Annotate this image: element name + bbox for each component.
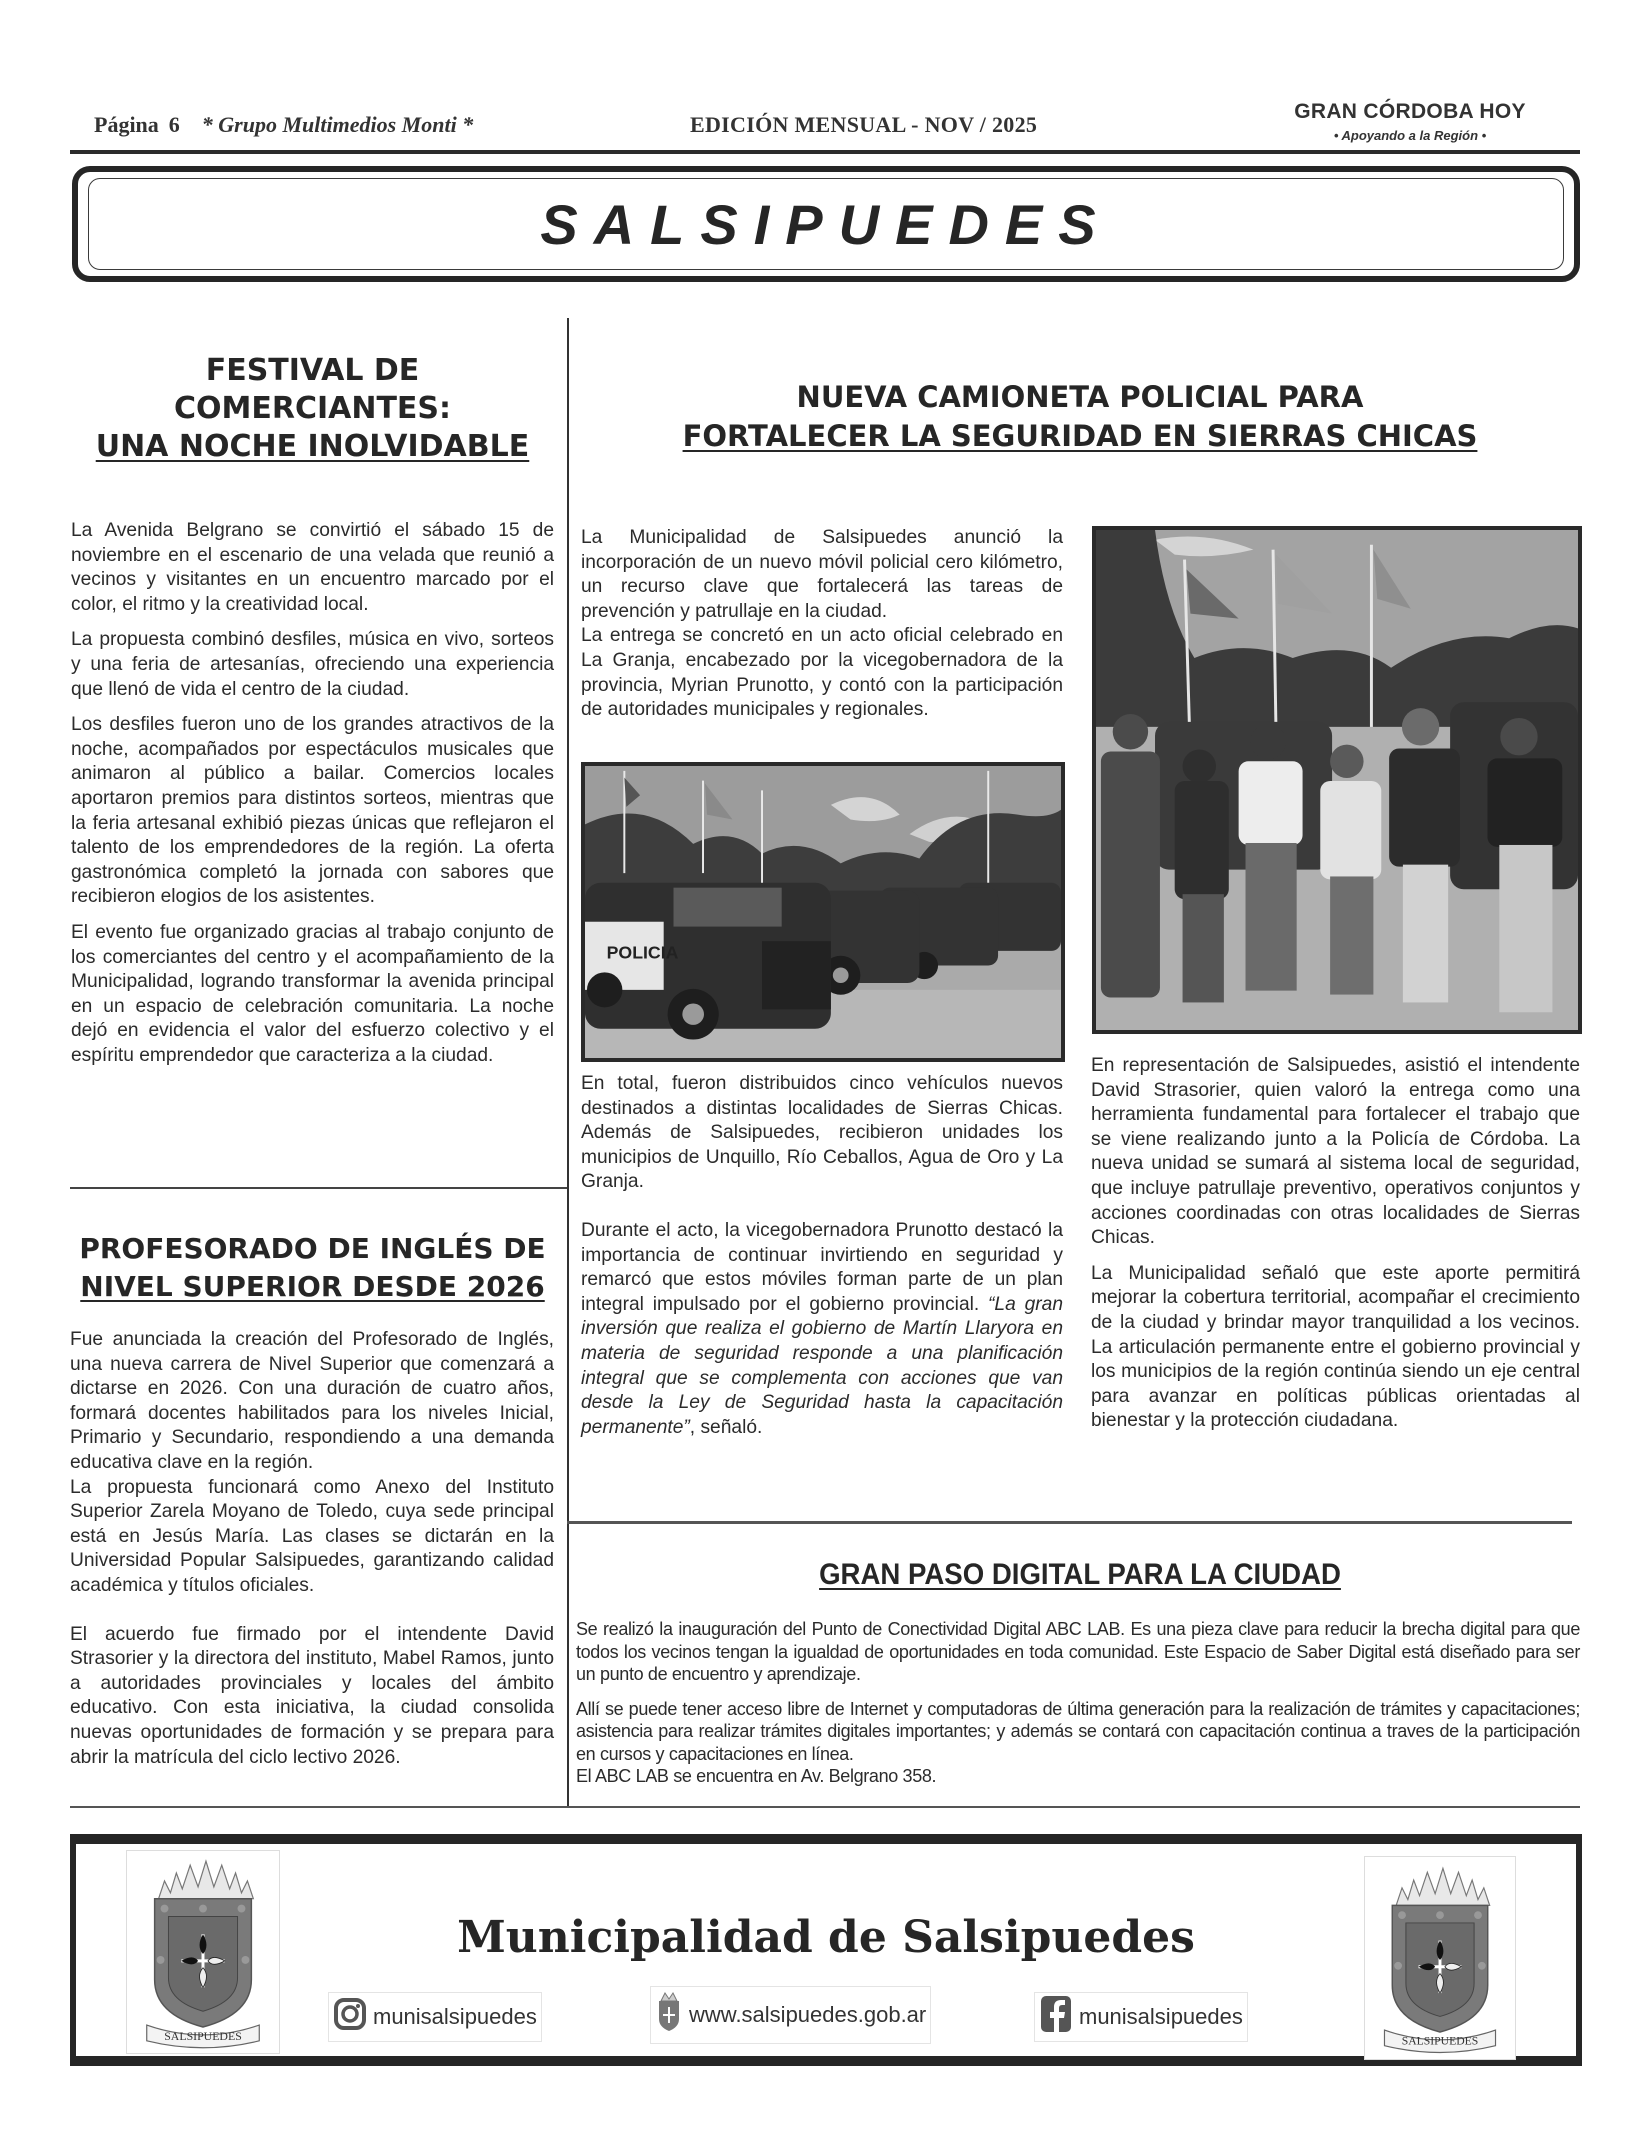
camioneta-paragraph: La Municipalidad de Salsipuedes anunció la incorporación de un nuevo móvil policial cero kilómetro, un recurso clave que fortalecerá las tareas de prevención y patrullaje en la ciudad. — [581, 527, 1063, 622]
camioneta-headline-line-1: NUEVA CAMIONETA POLICIAL PARA — [796, 380, 1364, 414]
camioneta-paragraph: La entrega se concretó en un acto oficial celebrado en La Granja, encabezado por la vicegobernadora de la provincia, Myrian Prunotto, y contó con la participación de autoridades municipales y regionales. — [581, 625, 1063, 721]
publisher-group: * Grupo Multimedios Monti * — [201, 112, 474, 137]
camioneta-paragraph: En total, fueron distribuidos cinco vehículos nuevos destinados a distintas localidades de Sierras Chicas. Además de Salsipuedes, recibieron unidades los municipios de Unquillo, Río Ceballos, Agua de Oro y La Granja. — [581, 1073, 1063, 1193]
section-title: SALSIPUEDES — [540, 193, 1112, 256]
festival-headline-line-3: UNA NOCHE INOLVIDABLE — [95, 429, 530, 464]
photo-police-trucks — [581, 762, 1065, 1062]
page-label: Página — [94, 112, 159, 137]
festival-body — [71, 519, 554, 1068]
digital-headline — [620, 1556, 1540, 1594]
edition-label: EDICIÓN MENSUAL - NOV / 2025 — [690, 112, 1038, 137]
divider-bottom — [70, 1806, 1580, 1808]
brand-name: GRAN CÓRDOBA HOY — [1294, 100, 1526, 123]
facebook-text: munisalsipuedes — [1079, 2004, 1243, 2029]
festival-headline-line-1: FESTIVAL DE — [205, 353, 420, 388]
column-divider-left — [567, 318, 569, 1806]
crest-banner-text: SALSIPUEDES — [1401, 2034, 1479, 2048]
festival-headline-line-2: COMERCIANTES: — [173, 391, 452, 426]
instagram-handle[interactable] — [328, 1992, 542, 2042]
section-banner — [72, 166, 1580, 282]
festival-paragraph: El evento fue organizado gracias al trabajo conjunto de los comerciantes del centro y el acompañamiento de la Municipalidad, logrando transformar la avenida principal en un espacio de celebración comunitaria. La noche dejó en evidencia el valor del esfuerzo colectivo y el espíritu emprendedor que caracteriza a la ciudad. — [71, 921, 554, 1066]
page-info — [94, 112, 473, 138]
digital-body — [576, 1618, 1580, 1788]
website-text: www.salsipuedes.gob.ar — [689, 2002, 927, 2027]
police-label: POLICIA — [606, 942, 679, 963]
profesorado-body — [70, 1328, 554, 1770]
instagram-text: munisalsipuedes — [373, 2004, 537, 2029]
crest-banner-text: SALSIPUEDES — [164, 2028, 242, 2043]
brand-slogan: • Apoyando a la Región • — [1333, 128, 1487, 143]
digital-paragraph: Allí se puede tener acceso libre de Internet y computadoras de última generación para la realización de trámites y capacitaciones; asistencia para realizar trámites digitales importantes; y además se contará con capacitación continua a traves de la participación en cursos y capacitaciones en línea. — [576, 1698, 1580, 1764]
festival-paragraph: Los desfiles fueron uno de los grandes atractivos de la noche, acompañados por espectáculos musicales que animaron al público a bailar. Comercios locales aportaron premios para distintos sorteos, mientras que la feria artesanal exhibió piezas únicas que reflejaron el talento de los emprendedores de la región. La oferta gastronómica completó la jornada con sabores que recibieron elogios de los asistentes. — [71, 714, 554, 908]
municipality-title: Municipalidad de Salsipuedes — [457, 1912, 1195, 1963]
camioneta-headline — [580, 378, 1580, 456]
masthead — [70, 100, 1580, 152]
quote-lead: Durante el acto, la vicegobernadora Prunotto destacó la importancia de continuar invirtiendo en seguridad y remarcó que estos móviles forman parte de un plan integral impulsado por el gobierno provincial. — [581, 1219, 1063, 1315]
quote-tail: , señaló. — [689, 1416, 763, 1438]
camioneta-col2 — [1091, 1054, 1580, 1434]
crest-right — [1364, 1856, 1516, 2060]
profesorado-headline-line-1: PROFESORADO DE INGLÉS DE — [79, 1232, 546, 1265]
camioneta-headline-line-2: FORTALECER LA SEGURIDAD EN SIERRAS CHICAS — [682, 419, 1478, 453]
divider-camioneta-digital — [567, 1521, 1572, 1524]
website-link[interactable] — [650, 1986, 931, 2044]
crest-icon — [655, 1989, 683, 2041]
brand-block — [1270, 100, 1550, 143]
officials-group-image — [1096, 530, 1578, 1030]
municipality-ad-inner — [76, 1844, 1576, 2056]
municipality-ad — [70, 1834, 1582, 2066]
festival-paragraph: La Avenida Belgrano se convirtió el sábado 15 de noviembre en el escenario de una velada que reunió a vecinos y visitantes en un encuentro marcado por el color, el ritmo y la creatividad local. — [71, 520, 554, 615]
instagram-icon — [333, 1997, 367, 2037]
digital-paragraph: Se realizó la inauguración del Punto de Conectividad Digital ABC LAB. Es una pieza clave para reducir la brecha digital para que todos los vecinos tengan la igualdad de oportunidades en toda comunidad. Este Espacio de Saber Digital está diseñado para ser un punto de encuentro y aprendizaje. — [576, 1619, 1580, 1684]
camioneta-paragraph: En representación de Salsipuedes, asistió el intendente David Strasorier, quien valoró la entrega como una herramienta fundamental para fortalecer el trabajo que se viene realizando junto a la Policía de Córdoba. La nueva unidad se sumará al sistema local de seguridad, que incluye patrullaje preventivo, operativos conjuntos y acciones coordinadas con otras localidades de Sierras Chicas. — [1091, 1055, 1580, 1249]
festival-headline — [70, 352, 555, 466]
profesorado-paragraph: La propuesta funcionará como Anexo del Instituto Superior Zarela Moyano de Toledo, cuya sede principal está en Jesús María. Las clases se dictarán en la Universidad Popular Salsipuedes, garantizando calidad académica y títulos oficiales. — [70, 1476, 554, 1596]
profesorado-paragraph: Fue anunciada la creación del Profesorado de Inglés, una nueva carrera de Nivel Superior que comenzará a dictarse en 2026. Con una duración de cuatro años, formará docentes habilitados para los niveles Inicial, Primario y Secundario, respondiendo a una demanda educativa clave en la región. — [70, 1329, 554, 1473]
coat-of-arms-icon — [1365, 1857, 1515, 2059]
camioneta-paragraph: La Municipalidad señaló que este aporte permitirá mejorar la cobertura territorial, acompañar el crecimiento de la ciudad y brindar mayor tranquilidad a los vecinos. La articulación permanente entre el gobierno provincial y los municipios de la región continúa siendo un eje central para avanzar en políticas públicas orientadas al bienestar y la protección ciudadana. — [1091, 1262, 1580, 1432]
masthead-rule — [70, 150, 1580, 154]
facebook-icon — [1039, 1994, 1073, 2040]
profesorado-headline — [70, 1230, 555, 1306]
divider-festival-profesorado — [70, 1187, 567, 1189]
digital-headline-text: GRAN PASO DIGITAL PARA LA CIUDAD — [819, 1558, 1341, 1591]
page-number: 6 — [168, 112, 180, 137]
profesorado-paragraph: El acuerdo fue firmado por el intendente David Strasorier y la directora del instituto, Mabel Ramos, junto a autoridades provinciales y locales del ámbito educativo. Con esta iniciativa, la ciudad consolida nuevas oportunidades de formación y se prepara para abrir la matrícula del ciclo lectivo 2026. — [70, 1623, 554, 1768]
camioneta-quote-paragraph — [581, 1219, 1063, 1440]
camioneta-col1-bottom — [581, 1072, 1063, 1440]
digital-paragraph: El ABC LAB se encuentra en Av. Belgrano 358. — [576, 1766, 937, 1786]
photo-officials-group — [1092, 526, 1582, 1034]
profesorado-headline-line-2: NIVEL SUPERIOR DESDE 2026 — [80, 1270, 545, 1303]
facebook-handle[interactable] — [1034, 1992, 1248, 2042]
quote-text: “La gran inversión que realiza el gobierno de Martín Llaryora en materia de seguridad responde a una planificación integral que se complementa con acciones que van desde la Ley de Seguridad hasta la capacitación permanente” — [581, 1293, 1064, 1438]
festival-paragraph: La propuesta combinó desfiles, música en vivo, sorteos y una feria de artesanías, ofreciendo una experiencia que llenó de vida el centro de la ciudad. — [71, 629, 554, 700]
police-trucks-image — [585, 766, 1061, 1058]
camioneta-col1-top — [581, 526, 1063, 723]
